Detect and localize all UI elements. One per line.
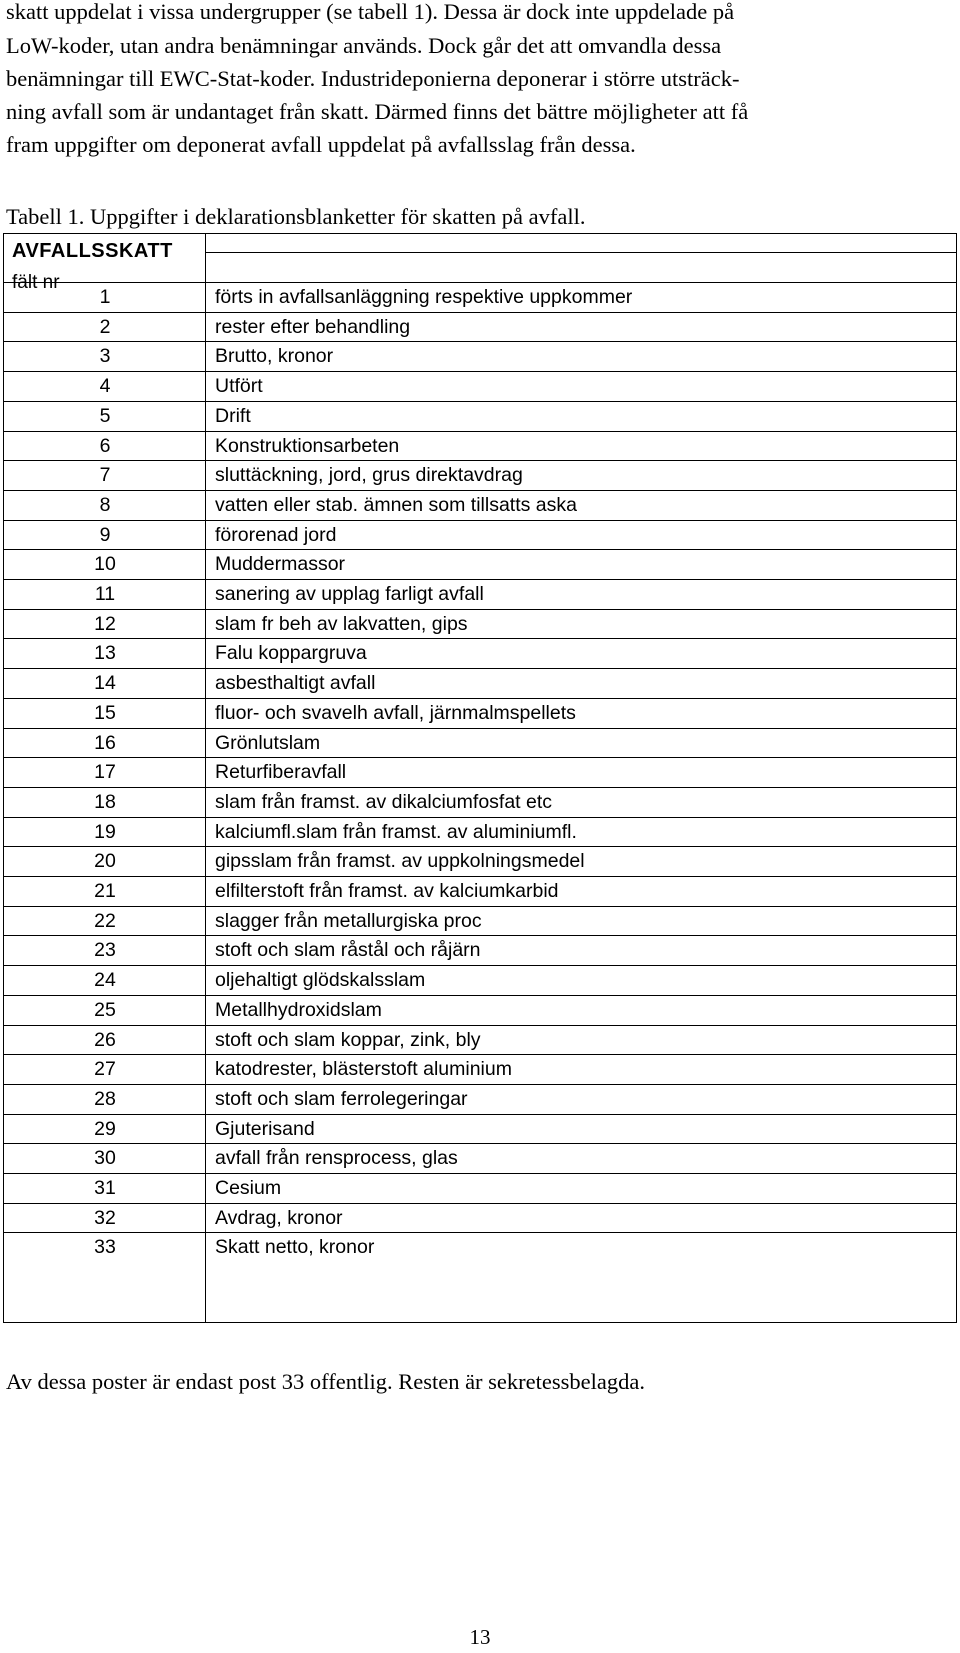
row-field-number: 21 — [94, 880, 116, 902]
row-field-number: 32 — [94, 1206, 116, 1229]
row-separator — [3, 341, 957, 342]
row-field-number: 17 — [94, 761, 116, 784]
row-field-description: vatten eller stab. ämnen som tillsatts aska — [215, 493, 577, 516]
footnote: Av dessa poster är endast post 33 offentlig. Resten är sekretessbelagda. — [6, 1369, 645, 1394]
row-field-description: gipsslam från framst. av uppkolningsmedel — [215, 850, 585, 873]
row-field-number: 20 — [94, 850, 116, 873]
row-separator — [3, 668, 957, 669]
row-field-description: asbesthaltigt avfall — [215, 672, 376, 695]
row-field-description: förts in avfallsanläggning respektive uppkommer — [215, 286, 633, 308]
row-field-description: Grönlutslam — [215, 731, 321, 754]
row-separator — [3, 846, 957, 847]
row-field-number: 33 — [94, 1236, 116, 1259]
row-field-description: Skatt netto, kronor — [215, 1236, 375, 1259]
row-field-number: 7 — [99, 464, 111, 487]
column-divider — [205, 233, 206, 1323]
row-separator — [3, 549, 957, 550]
table-header-title: AVFALLSSKATT — [12, 240, 173, 262]
intro-line: ning avfall som är undantaget från skatt. Därmed finns det bättre möjligheter att få — [6, 99, 749, 124]
header-separator — [205, 252, 957, 253]
row-field-description: oljehaltigt glödskalsslam — [215, 969, 426, 992]
row-separator — [3, 787, 957, 788]
row-field-number: 14 — [94, 672, 116, 695]
table-header-field-label: fält nr — [12, 272, 60, 293]
row-field-description: stoft och slam koppar, zink, bly — [215, 1028, 481, 1051]
row-field-description: Utfört — [215, 375, 263, 398]
row-separator — [3, 876, 957, 877]
row-field-number: 9 — [99, 523, 111, 546]
row-field-description: Cesium — [215, 1177, 282, 1199]
row-field-description: rester efter behandling — [215, 315, 411, 338]
row-field-number: 26 — [94, 1028, 116, 1051]
row-field-number: 29 — [94, 1117, 116, 1140]
row-field-number: 2 — [99, 315, 111, 338]
row-field-number: 12 — [94, 612, 116, 635]
row-separator — [3, 965, 957, 966]
row-field-description: fluor- och svavelh avfall, järnmalmspellets — [215, 701, 576, 724]
row-separator — [3, 1084, 957, 1085]
row-separator — [3, 401, 957, 402]
row-separator — [3, 460, 957, 461]
row-separator — [3, 1114, 957, 1115]
row-field-description: Falu koppargruva — [215, 642, 367, 665]
row-field-number: 10 — [94, 553, 116, 576]
intro-line: LoW-koder, utan andra benämningar används. Dock går det att omvandla dessa — [6, 33, 722, 58]
table-caption: Tabell 1. Uppgifter i deklarationsblanketter för skatten på avfall. — [6, 204, 586, 229]
row-field-description: sanering av upplag farligt avfall — [215, 583, 484, 605]
row-field-number: 25 — [94, 998, 116, 1021]
row-field-description: slagger från metallurgiska proc — [215, 909, 482, 932]
row-separator — [3, 371, 957, 372]
row-field-number: 4 — [99, 375, 111, 398]
row-field-description: Drift — [215, 404, 251, 427]
row-field-description: kalciumfl.slam från framst. av aluminiumfl. — [215, 820, 577, 843]
page-number: 13 — [469, 1625, 491, 1649]
row-separator — [3, 1203, 957, 1204]
row-field-description: Returfiberavfall — [215, 761, 347, 784]
row-separator — [3, 520, 957, 521]
row-separator — [3, 995, 957, 996]
row-field-number: 11 — [94, 583, 116, 605]
row-field-description: Konstruktionsarbeten — [215, 434, 400, 457]
row-field-description: sluttäckning, jord, grus direktavdrag — [215, 464, 523, 487]
row-field-number: 3 — [99, 345, 111, 368]
row-field-description: Avdrag, kronor — [215, 1206, 343, 1229]
row-separator — [3, 490, 957, 491]
row-field-number: 5 — [99, 404, 111, 427]
row-separator — [3, 1232, 957, 1233]
row-field-description: stoft och slam ferrolegeringar — [215, 1087, 468, 1110]
row-field-number: 6 — [99, 434, 111, 457]
row-field-description: Muddermassor — [215, 553, 346, 576]
row-field-number: 24 — [94, 969, 116, 992]
row-separator — [3, 609, 957, 610]
row-field-number: 27 — [94, 1058, 116, 1081]
row-field-number: 30 — [94, 1147, 116, 1170]
row-separator — [3, 1025, 957, 1026]
intro-line: benämningar till EWC-Stat-koder. Industrideponierna deponerar i större utsträck- — [6, 66, 740, 91]
row-separator — [3, 698, 957, 699]
row-field-description: katodrester, blästerstoft aluminium — [215, 1058, 512, 1081]
row-separator — [3, 935, 957, 936]
row-field-description: slam från framst. av dikalciumfosfat etc — [215, 790, 553, 813]
row-field-description: slam fr beh av lakvatten, gips — [215, 612, 468, 635]
row-field-number: 1 — [99, 286, 111, 308]
row-field-number: 23 — [94, 939, 116, 962]
row-field-number: 22 — [94, 909, 116, 932]
row-separator — [3, 1143, 957, 1144]
row-field-description: avfall från rensprocess, glas — [215, 1147, 458, 1170]
row-field-number: 8 — [99, 493, 111, 516]
row-field-number: 28 — [94, 1087, 116, 1110]
row-field-description: elfilterstoft från framst. av kalciumkarbid — [215, 880, 559, 902]
row-field-number: 15 — [94, 701, 116, 724]
row-field-description: Gjuterisand — [215, 1117, 315, 1140]
intro-line: fram uppgifter om deponerat avfall uppdelat på avfallsslag från dessa. — [6, 132, 636, 157]
row-field-description: Metallhydroxidslam — [215, 998, 382, 1021]
row-separator — [3, 1173, 957, 1174]
row-separator — [3, 312, 957, 313]
row-separator — [3, 906, 957, 907]
row-separator — [3, 817, 957, 818]
row-separator — [3, 638, 957, 639]
row-field-number: 31 — [94, 1177, 116, 1199]
row-field-number: 16 — [94, 731, 116, 754]
row-field-description: stoft och slam råstål och råjärn — [215, 939, 481, 962]
row-field-number: 13 — [94, 642, 116, 665]
row-field-number: 18 — [94, 790, 116, 813]
row-field-number: 19 — [94, 820, 116, 843]
row-separator — [3, 757, 957, 758]
intro-line: skatt uppdelat i vissa undergrupper (se tabell 1). Dessa är dock inte uppdelade på — [6, 0, 735, 24]
row-field-description: Brutto, kronor — [215, 345, 334, 368]
row-separator — [3, 579, 957, 580]
row-field-description: förorenad jord — [215, 523, 337, 546]
row-separator — [3, 431, 957, 432]
row-separator — [3, 728, 957, 729]
row-separator — [3, 282, 957, 283]
row-separator — [3, 1054, 957, 1055]
